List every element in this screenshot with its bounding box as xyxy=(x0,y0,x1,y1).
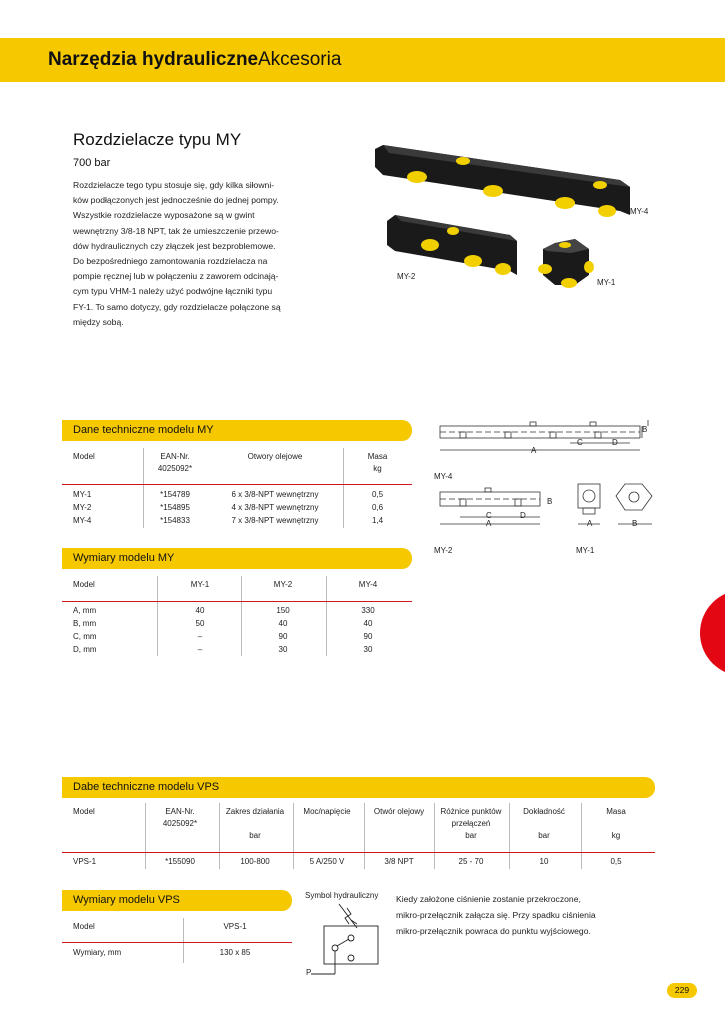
cell-my2: 30 xyxy=(278,645,288,654)
dim-label-c: C xyxy=(486,511,492,520)
cell-ean: *154833 xyxy=(160,516,190,525)
paragraph-line: dów hydraulicznych czy złączek jest bezproblemowe. xyxy=(73,240,276,251)
cell-my4: 90 xyxy=(363,632,373,641)
col-header-vps1: VPS-1 xyxy=(223,922,247,931)
column-divider xyxy=(434,803,435,869)
cell-model: VPS-1 xyxy=(73,857,97,866)
col-header-diff: Różnice punktów xyxy=(440,807,502,816)
col-header-diff-2: przełączeń xyxy=(451,819,491,828)
col-header-mass: Masa xyxy=(367,452,388,461)
cell-dimension: B, mm xyxy=(73,619,97,628)
cell-mass: 1,4 xyxy=(371,516,384,525)
cell-ean: *154789 xyxy=(160,490,190,499)
dim-label-a: A xyxy=(486,519,492,528)
cell-my1: – xyxy=(197,632,203,641)
cell-ean: *154895 xyxy=(160,503,190,512)
cell-model: MY-4 xyxy=(73,516,92,525)
cell-dimension: C, mm xyxy=(73,632,97,641)
cell-my2: 40 xyxy=(278,619,288,628)
vps-tech-title-bar xyxy=(62,777,655,798)
col-header-ean-prefix: 4025092* xyxy=(162,819,198,828)
column-divider xyxy=(183,918,184,963)
dim-label-a: A xyxy=(531,446,537,455)
table-rule xyxy=(62,852,655,853)
column-divider xyxy=(364,803,365,869)
section-title: Rozdzielacze typu MY xyxy=(73,130,242,149)
cell-ports: 6 x 3/8-NPT wewnętrzny xyxy=(231,490,319,499)
col-header-model: Model xyxy=(73,807,95,816)
photo-label-my2: MY-2 xyxy=(397,272,416,281)
chapter-tab xyxy=(700,590,725,676)
cell-range: 100-800 xyxy=(240,857,270,866)
dim-label-d: D xyxy=(612,438,618,447)
col-header-ean-prefix: 4025092* xyxy=(157,464,193,473)
hydraulic-symbol xyxy=(305,902,385,978)
paragraph-line: FY-1. To samo dotyczy, gdy rozdzielacze połączone są xyxy=(73,301,281,312)
vps-dims-title: Wymiary modelu VPS xyxy=(73,894,180,906)
cell-my1: 50 xyxy=(195,619,205,628)
col-header-diff-unit: bar xyxy=(465,831,477,840)
vps-description xyxy=(396,891,656,939)
paragraph-line: pompie ręcznej lub w połączeniu z zaworem odcinają- xyxy=(73,271,279,282)
page-number: 229 xyxy=(674,985,690,995)
paragraph-line: Do bezpośredniego zamontowania rozdzielacza na xyxy=(73,256,268,267)
col-header-ports: Otwory olejowe xyxy=(247,452,303,461)
symbol-port-label: P xyxy=(306,968,312,977)
dim-label-c: C xyxy=(577,438,583,447)
vps-dims-title-bar xyxy=(62,890,292,911)
photo-label-my4: MY-4 xyxy=(630,207,649,216)
pressure-rating: 700 bar xyxy=(73,157,111,169)
vps-text-line: mikro-przełącznik powraca do punktu wyjściowego. xyxy=(396,926,591,936)
col-header-model: Model xyxy=(73,580,95,589)
col-header-range: Zakres działania xyxy=(225,807,285,816)
cell-ports: 7 x 3/8-NPT wewnętrzny xyxy=(231,516,319,525)
page-number-badge xyxy=(667,983,697,998)
col-header-my4: MY-4 xyxy=(358,580,378,589)
dim-label-d: D xyxy=(520,511,526,520)
dim-label-a: A xyxy=(587,519,593,528)
column-divider xyxy=(241,576,242,656)
column-divider xyxy=(581,803,582,869)
cell-mass: 0,6 xyxy=(371,503,384,512)
symbol-label: Symbol hydrauliczny xyxy=(305,891,379,900)
page-subtitle: Akcesoria xyxy=(258,49,342,70)
paragraph-line: Wszystkie rozdzielacze wyposażone są w gwint xyxy=(73,210,255,221)
drawing-label-my1: MY-1 xyxy=(576,546,595,555)
cell-port: 3/8 NPT xyxy=(384,857,414,866)
technical-drawings xyxy=(430,412,660,542)
my-tech-title: Dane techniczne modelu MY xyxy=(73,424,214,436)
photo-label-my1: MY-1 xyxy=(597,278,616,287)
cell-accuracy: 10 xyxy=(539,857,549,866)
col-header-mass-unit: kg xyxy=(611,831,621,840)
description-paragraph xyxy=(73,178,298,330)
table-rule xyxy=(62,484,412,485)
cell-my1: – xyxy=(197,645,203,654)
column-divider xyxy=(326,576,327,656)
col-header-mass-unit: kg xyxy=(373,464,382,473)
vps-tech-title: Dabe techniczne modelu VPS xyxy=(73,781,220,793)
cell-dimension: Wymiary, mm xyxy=(73,948,122,957)
page-title: Narzędzia hydrauliczne xyxy=(48,49,259,70)
column-divider xyxy=(157,576,158,656)
paragraph-line: cym typu VHM-1 należy użyć podwójne łączniki typu xyxy=(73,286,273,297)
column-divider xyxy=(509,803,510,869)
drawing-label-my2: MY-2 xyxy=(434,546,453,555)
col-header-ean: EAN-Nr. xyxy=(160,452,190,461)
cell-dimension: A, mm xyxy=(73,606,97,615)
cell-diff: 25 - 70 xyxy=(458,857,484,866)
dim-label-b: B xyxy=(547,497,553,506)
cell-my2: 90 xyxy=(278,632,288,641)
dim-label-b: B xyxy=(642,425,648,434)
table-rule xyxy=(62,601,412,602)
cell-model: MY-2 xyxy=(73,503,92,512)
cell-my1: 40 xyxy=(195,606,205,615)
cell-mass: 0,5 xyxy=(371,490,384,499)
cell-my4: 330 xyxy=(361,606,375,615)
col-header-power: Moc/napięcie xyxy=(303,807,351,816)
column-divider xyxy=(343,448,344,528)
col-header-ean: EAN-Nr. xyxy=(165,807,195,816)
col-header-accuracy-unit: bar xyxy=(538,831,550,840)
my-tech-title-bar xyxy=(62,420,412,441)
vps-text-line: mikro-przełącznik załącza się. Przy spadku ciśnienia xyxy=(396,910,596,920)
cell-my4: 30 xyxy=(363,645,373,654)
col-header-model: Model xyxy=(73,922,95,931)
cell-dimension: D, mm xyxy=(73,645,97,654)
col-header-model: Model xyxy=(73,452,95,461)
vps-text-line: Kiedy założone ciśnienie zostanie przekroczone, xyxy=(396,894,581,904)
paragraph-line: ków podłączonych jest jednocześnie do jednej pompy. xyxy=(73,195,279,206)
cell-mass: 0,5 xyxy=(610,857,622,866)
cell-ports: 4 x 3/8-NPT wewnętrzny xyxy=(231,503,319,512)
cell-vps1: 130 x 85 xyxy=(219,948,251,957)
col-header-accuracy: Dokładność xyxy=(523,807,565,816)
col-header-mass: Masa xyxy=(606,807,626,816)
paragraph-line: Rozdzielacze tego typu stosuje się, gdy kilka siłowni- xyxy=(73,180,275,190)
table-rule xyxy=(62,942,292,943)
drawing-label-my4: MY-4 xyxy=(434,472,453,481)
col-header-port: Otwór olejowy xyxy=(373,807,425,816)
col-header-range-unit: bar xyxy=(249,831,261,840)
cell-model: MY-1 xyxy=(73,490,92,499)
cell-my2: 150 xyxy=(276,606,290,615)
cell-my4: 40 xyxy=(363,619,373,628)
paragraph-line: między sobą. xyxy=(73,316,124,327)
cell-ean: *155090 xyxy=(165,857,195,866)
col-header-my1: MY-1 xyxy=(190,580,210,589)
my-dims-title: Wymiary modelu MY xyxy=(73,552,175,564)
my-dims-title-bar xyxy=(62,548,412,569)
col-header-my2: MY-2 xyxy=(273,580,293,589)
cell-power: 5 A/250 V xyxy=(309,857,345,866)
dim-label-b: B xyxy=(632,519,638,528)
paragraph-line: wewnętrzny 3/8-18 NPT, tak że umieszczenie przewo- xyxy=(73,225,279,236)
